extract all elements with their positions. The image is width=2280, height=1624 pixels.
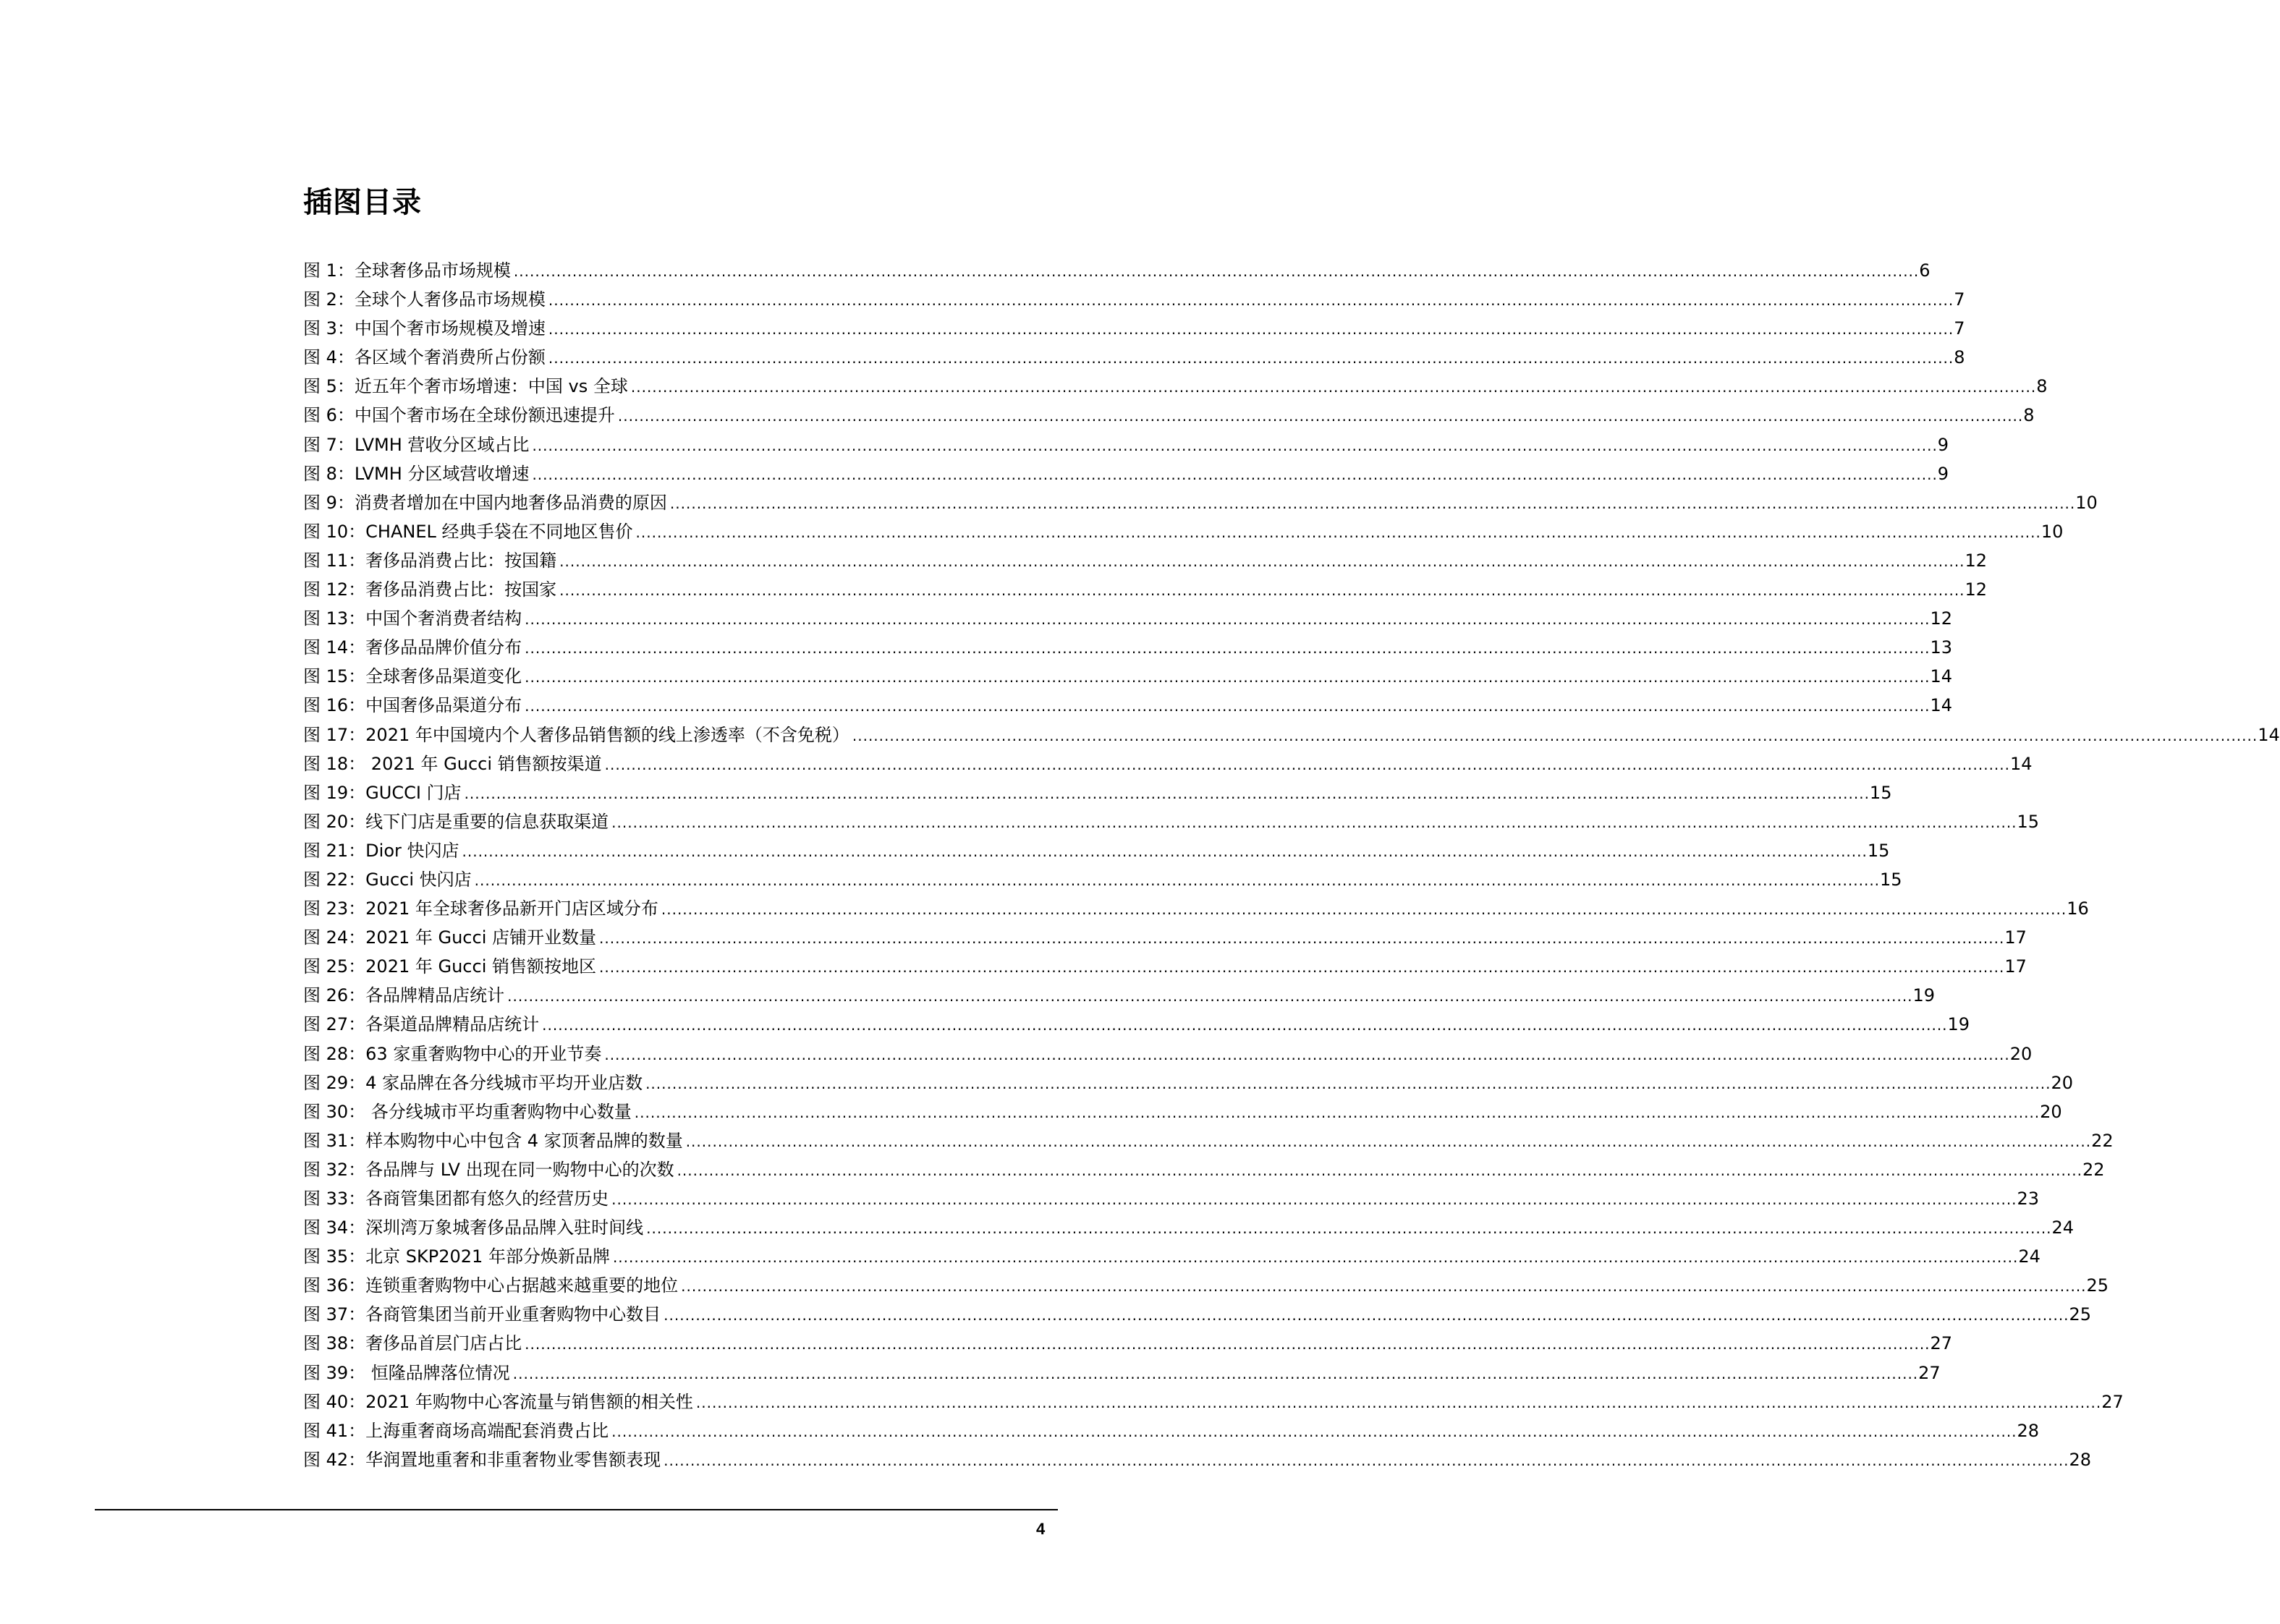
toc-leader-dots xyxy=(611,1185,2017,1214)
toc-leader-dots xyxy=(664,1446,2069,1475)
toc-entry-label: 图 35：北京 SKP2021 年部分焕新品牌 xyxy=(303,1246,610,1267)
toc-entry[interactable] xyxy=(303,865,1902,894)
toc-leader-dots xyxy=(611,1417,2017,1446)
toc-leader-dots xyxy=(559,547,1965,576)
toc-entry-page: 20 xyxy=(2051,1072,2073,1093)
toc-entry-label: 图 14：奢侈品品牌价值分布 xyxy=(303,637,522,658)
toc-leader-dots xyxy=(525,605,1930,634)
toc-entry-label: 图 42：华润置地重奢和非重奢物业零售额表现 xyxy=(303,1449,661,1470)
toc-entry-label: 图 41：上海重奢商场高端配套消费占比 xyxy=(303,1420,609,1441)
toc-entry-label: 图 34：深圳湾万象城奢侈品品牌入驻时间线 xyxy=(303,1217,644,1238)
toc-leader-dots xyxy=(548,315,1954,344)
toc-leader-dots xyxy=(681,1272,2086,1301)
toc-entry-label: 图 33：各商管集团都有悠久的经营历史 xyxy=(303,1189,609,1209)
toc-entry-label: 图 10：CHANEL 经典手袋在不同地区售价 xyxy=(303,521,633,542)
toc-entry-label: 图 28：63 家重奢购物中心的开业节奏 xyxy=(303,1043,602,1064)
toc-entry[interactable] xyxy=(303,604,1953,633)
toc-entry-page: 25 xyxy=(2086,1275,2109,1296)
toc-entry-page: 24 xyxy=(2018,1246,2040,1267)
toc-entry-label: 图 16：中国奢侈品渠道分布 xyxy=(303,695,522,716)
toc-leader-dots xyxy=(670,489,2075,518)
toc-entry-page: 15 xyxy=(2017,811,2040,832)
toc-entry-label: 图 23：2021 年全球奢侈品新开门店区域分布 xyxy=(303,898,658,919)
toc-leader-dots xyxy=(852,721,2258,750)
toc-entry-label: 图 26：各品牌精品店统计 xyxy=(303,985,505,1006)
toc-entry-page: 8 xyxy=(1954,347,1965,368)
toc-entry-label: 图 8：LVMH 分区域营收增速 xyxy=(303,463,530,484)
toc-leader-dots xyxy=(604,1040,2009,1069)
toc-entry-page: 10 xyxy=(2075,492,2098,513)
toc-entry[interactable] xyxy=(303,401,2035,430)
toc-entry[interactable] xyxy=(303,1155,2105,1184)
toc-entry-page: 13 xyxy=(1930,637,1953,658)
toc-entry-label: 图 25：2021 年 Gucci 销售额按地区 xyxy=(303,956,596,977)
toc-entry[interactable] xyxy=(303,662,1953,691)
toc-leader-dots xyxy=(664,1301,2069,1330)
toc-entry-label: 图 5：近五年个奢市场增速：中国 vs 全球 xyxy=(303,376,628,397)
toc-entry[interactable] xyxy=(303,749,2033,778)
toc-entry[interactable] xyxy=(303,1068,2073,1097)
toc-entry-label: 图 37：各商管集团当前开业重奢购物中心数目 xyxy=(303,1304,661,1325)
toc-entry[interactable] xyxy=(303,1416,2040,1445)
toc-entry[interactable] xyxy=(303,1213,2075,1242)
toc-entry-label: 图 22：Gucci 快闪店 xyxy=(303,869,472,890)
toc-entry-page: 27 xyxy=(1930,1333,1953,1354)
toc-entry-label: 图 36：连锁重奢购物中心占据越来越重要的地位 xyxy=(303,1275,679,1296)
toc-entry-page: 6 xyxy=(1919,260,1931,281)
toc-entry-label: 图 19：GUCCI 门店 xyxy=(303,782,462,803)
toc-leader-dots xyxy=(532,460,1937,489)
toc-entry-page: 17 xyxy=(2004,927,2027,948)
toc-entry-label: 图 30： 各分线城市平均重奢购物中心数量 xyxy=(303,1101,632,1122)
toc-entry-page: 24 xyxy=(2051,1217,2075,1238)
toc-entry-label: 图 12：奢侈品消费占比：按国家 xyxy=(303,579,557,600)
toc-entry-label: 图 21：Dior 快闪店 xyxy=(303,840,459,861)
toc-leader-dots xyxy=(475,866,1880,895)
toc-entry-page: 27 xyxy=(1918,1362,1941,1383)
toc-entry[interactable] xyxy=(303,546,1988,575)
toc-entry[interactable] xyxy=(303,1300,2092,1329)
footer-divider xyxy=(95,1509,1058,1510)
toc-leader-dots xyxy=(532,431,1937,460)
toc-entry-page: 9 xyxy=(1937,434,1949,455)
toc-leader-dots xyxy=(548,286,1954,315)
toc-entry[interactable] xyxy=(303,430,1949,459)
toc-entry-label: 图 40：2021 年购物中心客流量与销售额的相关性 xyxy=(303,1391,693,1412)
toc-entry-page: 15 xyxy=(1880,869,1902,890)
toc-entry-page: 7 xyxy=(1954,289,1965,310)
toc-entry[interactable] xyxy=(303,459,1949,488)
page-title: 插图目录 xyxy=(303,186,422,219)
toc-leader-dots xyxy=(605,750,2010,779)
toc-entry[interactable] xyxy=(303,1097,2062,1126)
toc-entry[interactable] xyxy=(303,517,2064,546)
toc-leader-dots xyxy=(513,1359,1918,1388)
toc-entry-label: 图 29：4 家品牌在各分线城市平均开业店数 xyxy=(303,1072,643,1093)
toc-entry[interactable] xyxy=(303,778,1892,807)
toc-entry-page: 22 xyxy=(2082,1159,2105,1180)
toc-entry-page: 28 xyxy=(2017,1420,2040,1441)
toc-entry[interactable] xyxy=(303,1126,2114,1155)
toc-entry-page: 22 xyxy=(2091,1130,2114,1151)
toc-entry-label: 图 31：样本购物中心中包含 4 家顶奢品牌的数量 xyxy=(303,1130,683,1151)
toc-leader-dots xyxy=(696,1388,2101,1417)
toc-entry-page: 8 xyxy=(2023,405,2035,426)
toc-entry-page: 12 xyxy=(1930,608,1953,629)
toc-entry[interactable] xyxy=(303,720,2280,749)
toc-entry-page: 28 xyxy=(2069,1449,2092,1470)
toc-entry-label: 图 3：中国个奢市场规模及增速 xyxy=(303,318,546,339)
toc-entry-page: 20 xyxy=(2040,1101,2062,1122)
toc-entry[interactable] xyxy=(303,633,1953,662)
toc-entry-page: 16 xyxy=(2067,898,2089,919)
toc-entry-page: 10 xyxy=(2040,521,2064,542)
toc-entry-page: 15 xyxy=(1869,782,1892,803)
toc-leader-dots xyxy=(613,1243,2018,1272)
toc-entry[interactable] xyxy=(303,1010,1970,1039)
toc-entry-label: 图 32：各品牌与 LV 出现在同一购物中心的次数 xyxy=(303,1159,674,1180)
toc-entry-label: 图 4：各区域个奢消费所占份额 xyxy=(303,347,546,368)
toc-entry[interactable] xyxy=(303,1359,1941,1387)
toc-entry[interactable] xyxy=(303,285,1965,314)
toc-entry-label: 图 18： 2021 年 Gucci 销售额按渠道 xyxy=(303,753,602,774)
toc-entry[interactable] xyxy=(303,1242,2040,1271)
toc-leader-dots xyxy=(525,692,1930,720)
toc-leader-dots xyxy=(686,1127,2091,1156)
toc-entry-label: 图 20：线下门店是重要的信息获取渠道 xyxy=(303,811,609,832)
toc-leader-dots xyxy=(618,401,2023,430)
toc-leader-dots xyxy=(559,576,1965,605)
toc-leader-dots xyxy=(636,518,2041,547)
toc-entry-page: 19 xyxy=(1912,985,1936,1006)
figure-table-of-contents xyxy=(303,256,2280,1475)
toc-entry[interactable] xyxy=(303,343,1965,372)
page-number: 4 xyxy=(1036,1520,1046,1538)
toc-entry-page: 9 xyxy=(1937,463,1949,484)
toc-entry[interactable] xyxy=(303,256,1931,285)
toc-entry[interactable] xyxy=(303,372,2048,401)
toc-leader-dots xyxy=(611,808,2017,837)
toc-entry[interactable] xyxy=(303,575,1988,604)
toc-entry-page: 23 xyxy=(2017,1189,2040,1209)
toc-entry[interactable] xyxy=(303,1040,2033,1068)
toc-entry-label: 图 7：LVMH 营收分区域占比 xyxy=(303,434,530,455)
toc-entry[interactable] xyxy=(303,894,2089,923)
toc-entry-page: 8 xyxy=(2036,376,2048,397)
toc-entry[interactable] xyxy=(303,836,1890,865)
toc-entry-page: 19 xyxy=(1947,1014,1970,1035)
toc-leader-dots xyxy=(525,1330,1930,1359)
toc-entry-label: 图 15：全球奢侈品渠道变化 xyxy=(303,666,522,687)
toc-leader-dots xyxy=(525,663,1930,692)
toc-entry-page: 12 xyxy=(1965,579,1988,600)
toc-leader-dots xyxy=(525,634,1930,663)
toc-entry-label: 图 39： 恒隆品牌落位情况 xyxy=(303,1362,510,1383)
toc-entry[interactable] xyxy=(303,488,2098,517)
toc-entry-page: 17 xyxy=(2004,956,2027,977)
toc-entry-label: 图 38：奢侈品首层门店占比 xyxy=(303,1333,522,1354)
toc-entry-label: 图 17：2021 年中国境内个人奢侈品销售额的线上渗透率（不含免税） xyxy=(303,724,849,745)
toc-entry-label: 图 2：全球个人奢侈品市场规模 xyxy=(303,289,546,310)
toc-leader-dots xyxy=(631,373,2036,401)
toc-entry-page: 20 xyxy=(2009,1043,2033,1064)
toc-entry-label: 图 6：中国个奢市场在全球份额迅速提升 xyxy=(303,405,615,426)
toc-entry[interactable] xyxy=(303,923,2027,952)
toc-leader-dots xyxy=(645,1069,2051,1098)
toc-entry-page: 14 xyxy=(1930,666,1953,687)
toc-entry-page: 27 xyxy=(2101,1391,2124,1412)
toc-entry-page: 15 xyxy=(1867,840,1890,861)
toc-leader-dots xyxy=(514,257,1919,286)
toc-entry-page: 7 xyxy=(1954,318,1965,339)
toc-entry[interactable] xyxy=(303,1329,1953,1358)
toc-entry-label: 图 9：消费者增加在中国内地奢侈品消费的原因 xyxy=(303,492,667,513)
toc-entry-label: 图 1：全球奢侈品市场规模 xyxy=(303,260,511,281)
toc-leader-dots xyxy=(599,924,2004,953)
toc-leader-dots xyxy=(646,1214,2051,1243)
toc-leader-dots xyxy=(462,837,1868,866)
toc-entry-label: 图 11：奢侈品消费占比：按国籍 xyxy=(303,550,557,571)
toc-entry[interactable] xyxy=(303,691,1953,720)
toc-entry[interactable] xyxy=(303,952,2027,981)
toc-entry[interactable] xyxy=(303,1445,2092,1474)
toc-leader-dots xyxy=(599,953,2004,982)
toc-entry[interactable] xyxy=(303,314,1965,343)
toc-entry-page: 14 xyxy=(1930,695,1953,716)
toc-entry-label: 图 13：中国个奢消费者结构 xyxy=(303,608,522,629)
toc-leader-dots xyxy=(677,1156,2082,1185)
toc-leader-dots xyxy=(548,344,1954,373)
toc-entry[interactable] xyxy=(303,807,2040,836)
toc-entry-page: 12 xyxy=(1965,550,1988,571)
toc-entry-label: 图 24：2021 年 Gucci 店铺开业数量 xyxy=(303,927,596,948)
toc-entry[interactable] xyxy=(303,1387,2124,1416)
toc-entry[interactable] xyxy=(303,981,1936,1010)
toc-entry-page: 14 xyxy=(2258,724,2280,745)
toc-leader-dots xyxy=(635,1098,2040,1127)
toc-leader-dots xyxy=(542,1011,1947,1040)
toc-leader-dots xyxy=(507,982,1912,1011)
toc-entry-page: 14 xyxy=(2010,753,2033,774)
toc-entry[interactable] xyxy=(303,1184,2040,1213)
toc-leader-dots xyxy=(661,895,2067,924)
toc-entry[interactable] xyxy=(303,1271,2109,1300)
toc-entry-page: 25 xyxy=(2069,1304,2092,1325)
toc-entry-label: 图 27：各渠道品牌精品店统计 xyxy=(303,1014,540,1035)
toc-leader-dots xyxy=(465,779,1870,808)
